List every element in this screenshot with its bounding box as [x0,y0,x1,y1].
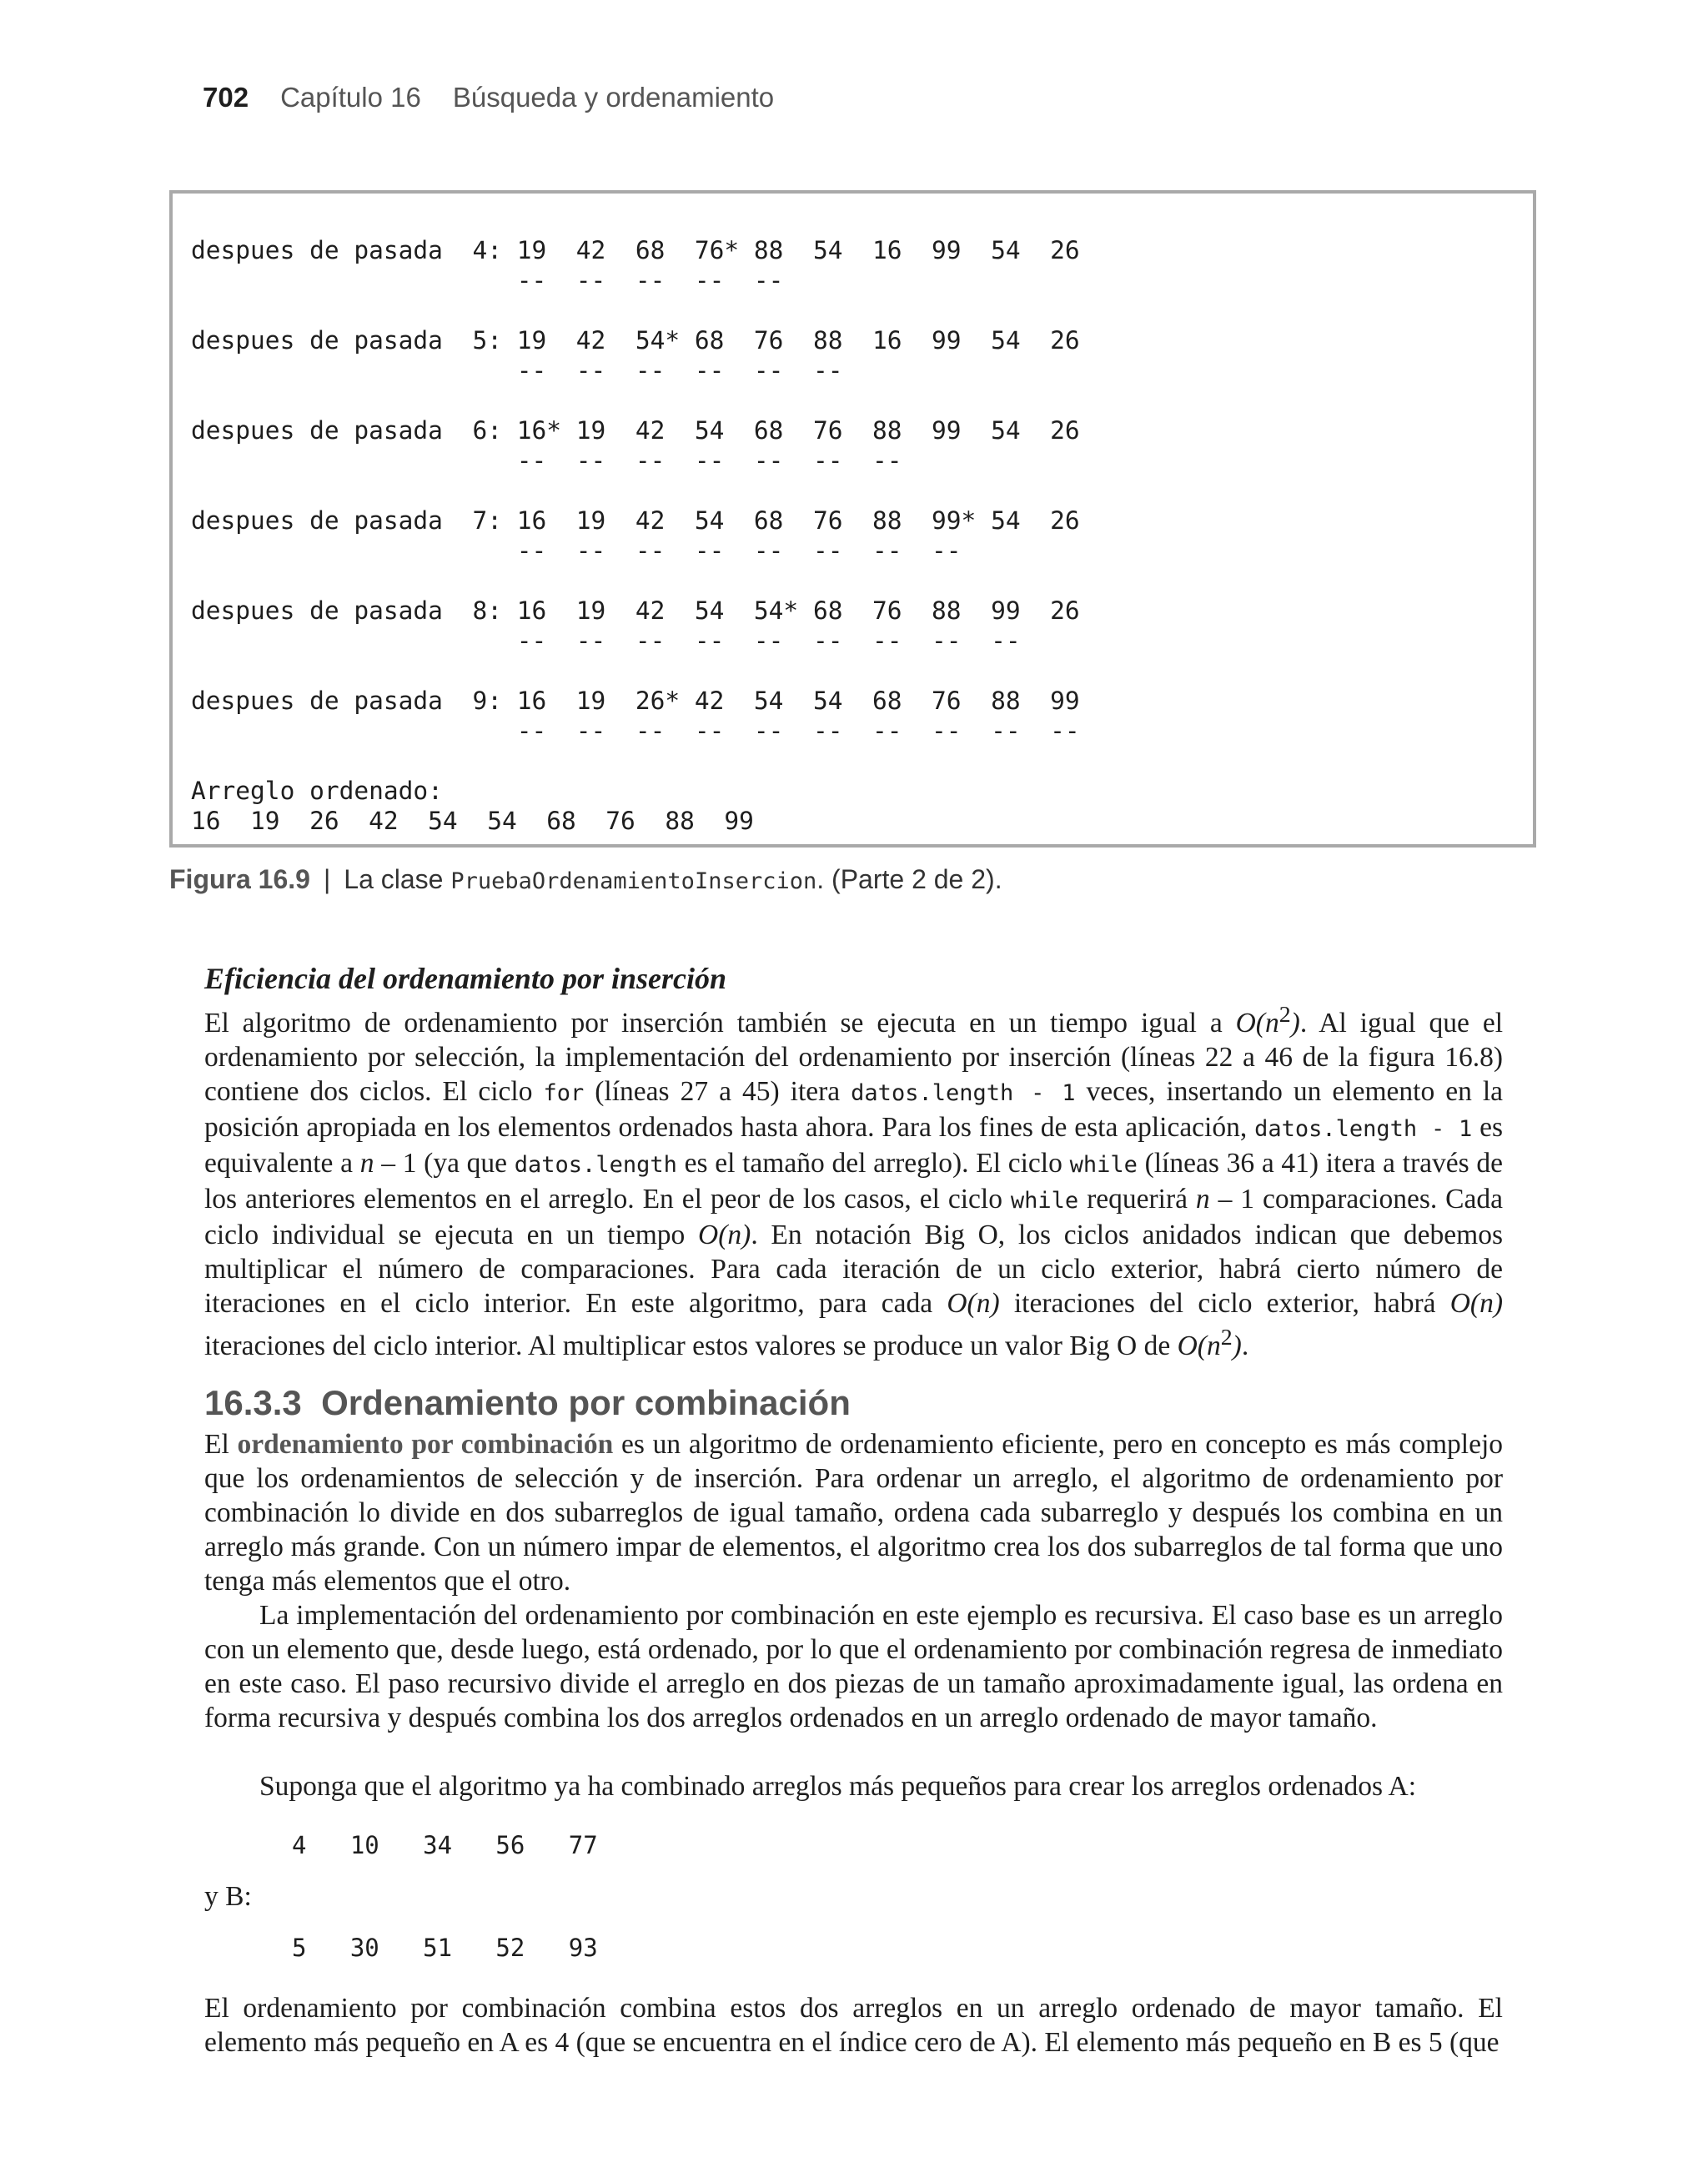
key-term: ordenamiento por combinación [237,1429,614,1460]
figure-caption [169,864,1002,895]
merge-paragraph-1: El ordenamiento por combinación es un algoritmo de ordenamiento eficiente, pero en concepto es más complejo que los ordenamientos de selección y de inserción. Para ordenar un arreglo, el algoritmo de ordenamiento por combinación lo divide en dos subarreglos de igual tamaño, ordena cada subarreglo y después los combina en un arreglo más grande. Con un número impar de elementos, el algoritmo crea los dos subarreglos de tal forma que uno tenga más elementos que el otro. [204,1429,1503,1597]
page-header [203,82,774,113]
output-line: -- -- -- -- -- -- -- -- [191,536,962,565]
caption-separator: | [323,864,331,894]
output-line: despues de pasada 9: 16 19 26* 42 54 54 68 76 88 99 [191,687,1080,715]
output-line: despues de pasada 4: 19 42 68 76* 88 54 16 99 54 26 [191,236,1080,264]
output-line: -- -- -- -- -- [191,266,784,294]
output-line: -- -- -- -- -- -- -- -- -- [191,626,1021,655]
chapter-title: Búsqueda y ordenamiento [452,82,775,113]
section-heading [204,1383,851,1423]
merge-paragraph-4: El ordenamiento por combinación combina estos dos arreglos en un arreglo ordenado de mayor tamaño. El elemento más pequeño en A es 4 (que se encuentra en el índice cero de A). El elemento más pequeño en B es 5 (que [204,1993,1503,2058]
output-line: 16 19 26 42 54 54 68 76 88 99 [191,807,754,835]
program-output [191,235,1080,836]
efficiency-paragraph: El algoritmo de ordenamiento por inserción también se ejecuta en un tiempo igual a $O(n^2)$. Al igual que el ordenamiento por selección, la implementación del ordenamiento por inserción (líneas 22 a 46 de la figura 16.8) contiene dos ciclos. El ciclo for (líneas 27 a 45) itera datos.length - 1 veces, insertando un elemento en la posición apropiada en los elementos ordenados hasta ahora. Para los fines de esta aplicación, datos.length - 1 es equivalente a n – 1 (ya que datos.length es el tamaño del arreglo). El ciclo while (líneas 36 a 41) itera a través de los anteriores elementos en el arreglo. En el peor de los casos, el ciclo while requerirá n – 1 comparaciones. Cada ciclo individual se ejecuta en un tiempo O(n). En notación Big O, los ciclos anidados indican que debemos multiplicar el número de comparaciones. Para cada iteración de un ciclo exterior, habrá cierto número de iteraciones en el ciclo interior. En este algoritmo, para cada O(n) iteraciones del ciclo exterior, habrá O(n) iteraciones del ciclo interior. Al multiplicar estos valores se produce un valor Big O de $O(n^2)$. [204,1002,1504,1362]
section-title: Ordenamiento por combinación [321,1383,851,1422]
section-number: 16.3.3 [204,1383,302,1422]
output-line: despues de pasada 7: 16 19 42 54 68 76 88 99* 54 26 [191,506,1080,535]
merge-paragraph-2: La implementación del ordenamiento por combinación en este ejemplo es recursiva. El caso base es un arreglo con un elemento que, desde luego, está ordenado, por lo que el ordenamiento por combinación regresa de inmediato en este caso. El paso recursivo divide el arreglo en dos piezas de un tamaño aproximadamente igual, las ordena en forma recursiva y después combina los dos arreglos ordenados en un arreglo ordenado de mayor tamaño. [204,1600,1503,1733]
output-line: despues de pasada 5: 19 42 54* 68 76 88 16 99 54 26 [191,326,1080,355]
program-output-box [169,190,1536,848]
array-b-label: y B: [204,1881,252,1912]
output-line: despues de pasada 8: 16 19 42 54 54* 68 76 88 99 26 [191,596,1080,625]
chapter-label: Capítulo 16 [280,82,421,113]
array-a: 4 10 34 56 77 [292,1831,598,1859]
merge-paragraph-3: Suponga que el algoritmo ya ha combinado arreglos más pequeños para crear los arreglos ordenados A: [259,1771,1417,1802]
output-line: -- -- -- -- -- -- [191,356,843,385]
output-line: despues de pasada 6: 16* 19 42 54 68 76 88 99 54 26 [191,416,1080,445]
output-line: -- -- -- -- -- -- -- -- -- -- [191,717,1080,745]
figure-label: Figura 16.9 [169,864,310,894]
output-line: -- -- -- -- -- -- -- [191,446,902,475]
caption-text-after: . (Parte 2 de 2). [816,864,1002,894]
output-line: Arreglo ordenado: [191,777,443,805]
efficiency-heading: Eficiencia del ordenamiento por inserción [204,962,726,995]
array-b: 5 30 51 52 93 [292,1934,598,1962]
caption-text-before: La clase [344,864,451,894]
page-number: 702 [203,82,249,113]
caption-class-name: PruebaOrdenamientoInsercion [450,868,817,894]
